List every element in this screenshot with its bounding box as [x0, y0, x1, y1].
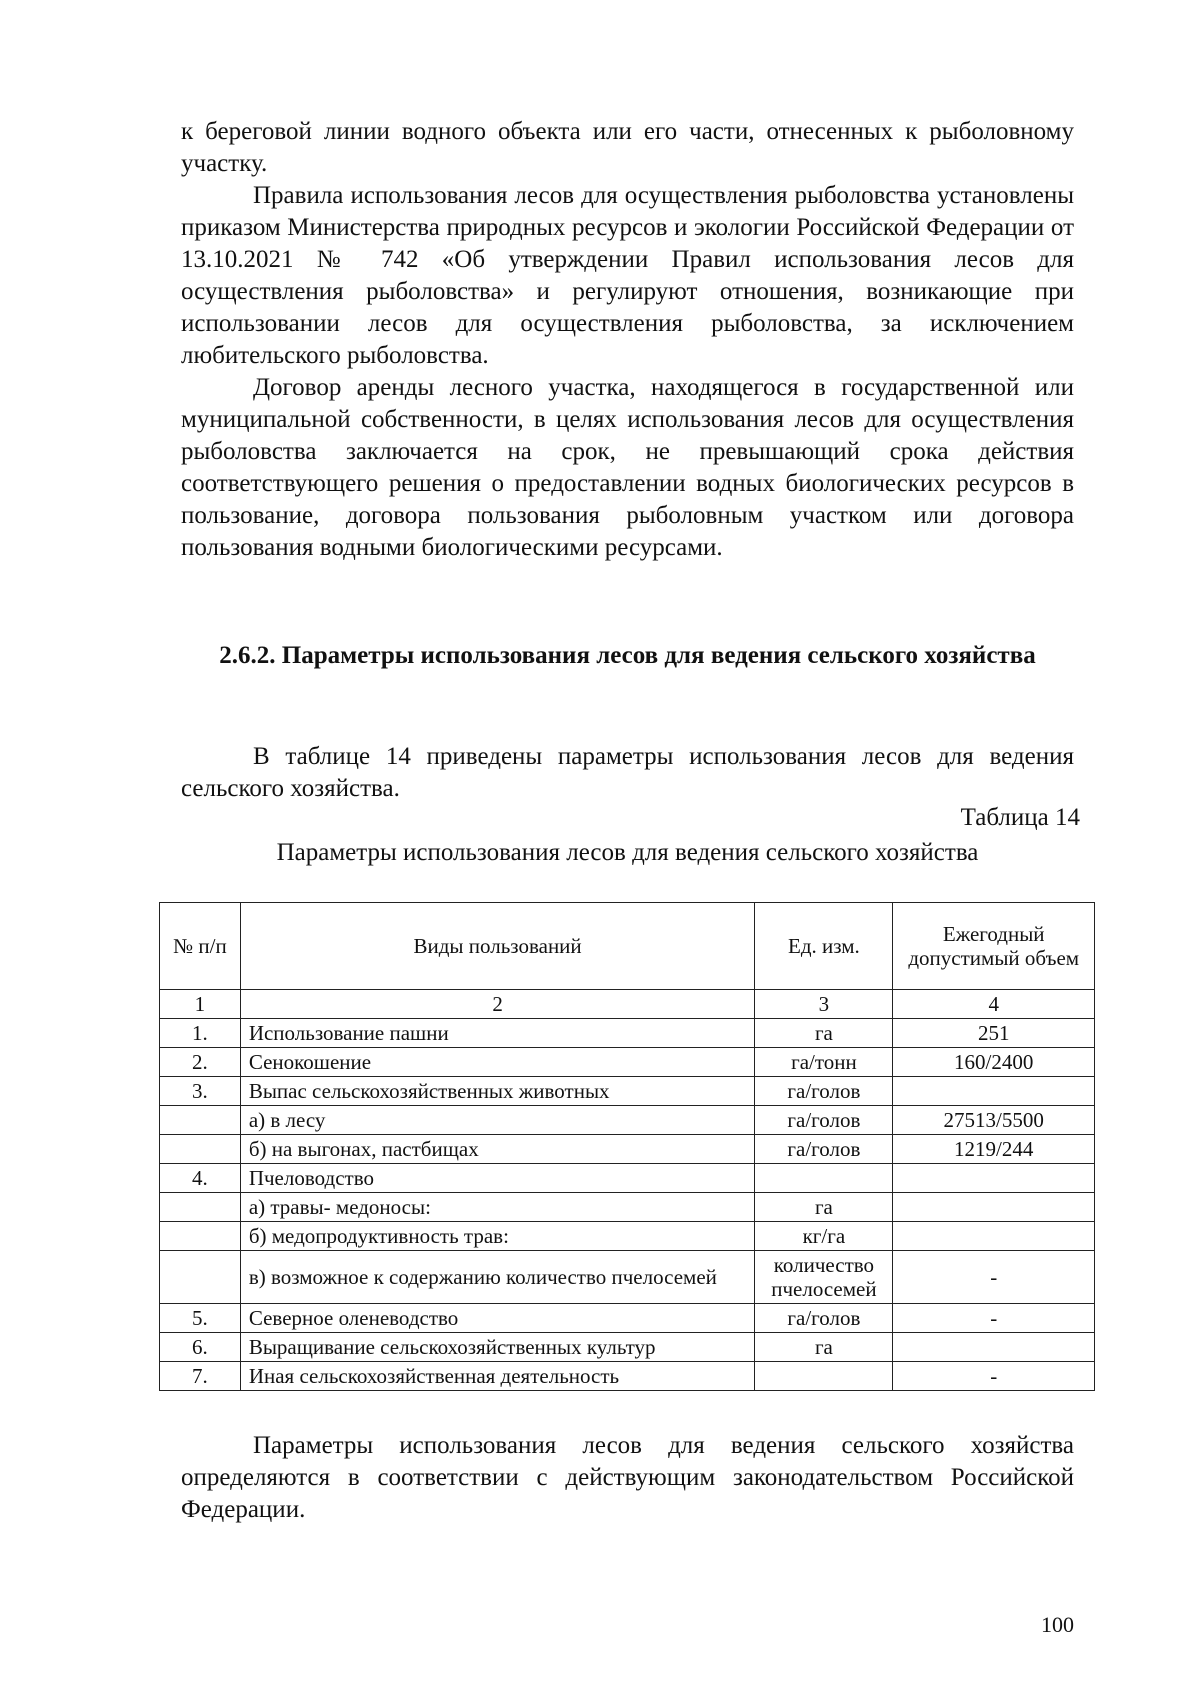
paragraph-fishing-rules: Правила использования лесов для осуществления рыболовства установлены приказом Министерства природных ресурсов и экологии Российской Федерации от 13.10.2021 № 742 «Об утверждении Правил использования лесов для осуществления рыболовства» и регулируют отношения, возникающие при использовании лесов для осуществления рыболовства, за исключением любительского рыболовства.: [181, 182, 1074, 369]
table-row: [160, 1362, 1095, 1391]
table-row: [160, 1048, 1095, 1077]
row-num: 2.: [160, 1048, 241, 1077]
table-caption: Параметры использования лесов для ведения сельского хозяйства: [276, 839, 979, 866]
row-unit: количество пчелосемей: [755, 1251, 893, 1304]
row-volume: 160/2400: [893, 1048, 1095, 1077]
row-num: 1.: [160, 1019, 241, 1048]
page-number: 100: [1041, 1612, 1074, 1637]
table-row: [160, 1333, 1095, 1362]
row-kind: Сенокошение: [240, 1048, 755, 1077]
row-unit: [755, 1362, 893, 1391]
row-unit: га/голов: [755, 1135, 893, 1164]
row-unit: га: [755, 1193, 893, 1222]
row-kind: Выращивание сельскохозяйственных культур: [240, 1333, 755, 1362]
section-number: 2.6.2.: [219, 642, 276, 669]
table-row: [160, 1135, 1095, 1164]
row-kind: б) на выгонах, пастбищах: [240, 1135, 755, 1164]
row-kind: в) возможное к содержанию количество пчелосемей: [240, 1251, 755, 1304]
agriculture-parameters-table: [159, 902, 1095, 1391]
row-volume: [893, 1164, 1095, 1193]
table-row: [160, 1019, 1095, 1048]
col-number: 2: [240, 990, 755, 1019]
row-unit: га: [755, 1019, 893, 1048]
row-unit: га/голов: [755, 1304, 893, 1333]
row-unit: [755, 1164, 893, 1193]
col-number: 1: [160, 990, 241, 1019]
row-volume: -: [893, 1304, 1095, 1333]
row-num: 5.: [160, 1304, 241, 1333]
table-row: [160, 1077, 1095, 1106]
row-kind: Выпас сельскохозяйственных животных: [240, 1077, 755, 1106]
row-unit: кг/га: [755, 1222, 893, 1251]
column-number-row: [160, 990, 1095, 1019]
row-num: [160, 1193, 241, 1222]
table-header-row: [160, 903, 1095, 990]
row-num: 6.: [160, 1333, 241, 1362]
row-volume: -: [893, 1251, 1095, 1304]
table-row: [160, 1106, 1095, 1135]
row-kind: Пчеловодство: [240, 1164, 755, 1193]
row-unit: га/голов: [755, 1077, 893, 1106]
header-volume: Ежегодный допустимый объем: [893, 903, 1095, 990]
paragraph-conclusion: Параметры использования лесов для ведения сельского хозяйства определяются в соответствии с действующим законодательством Российской Федерации.: [181, 1432, 1074, 1523]
row-num: [160, 1135, 241, 1164]
header-kind: Виды пользований: [240, 903, 755, 990]
row-num: [160, 1251, 241, 1304]
header-num: № п/п: [160, 903, 241, 990]
row-kind: Северное оленеводство: [240, 1304, 755, 1333]
table-row: [160, 1164, 1095, 1193]
section-heading: [181, 640, 1074, 672]
table-row: [160, 1222, 1095, 1251]
section-title: Параметры использования лесов для ведения сельского хозяйства: [281, 642, 1036, 669]
row-kind: а) травы- медоносы:: [240, 1193, 755, 1222]
table-row: [160, 1193, 1095, 1222]
row-volume: [893, 1193, 1095, 1222]
paragraph-table-intro: В таблице 14 приведены параметры использования лесов для ведения сельского хозяйства.: [181, 743, 1074, 802]
header-unit: Ед. изм.: [755, 903, 893, 990]
table-row: [160, 1251, 1095, 1304]
row-volume: [893, 1077, 1095, 1106]
table-row: [160, 1304, 1095, 1333]
paragraph-fishing-area: к береговой линии водного объекта или его части, отнесенных к рыболовному участку.: [181, 118, 1074, 177]
row-volume: [893, 1222, 1095, 1251]
row-volume: 1219/244: [893, 1135, 1095, 1164]
row-volume: 27513/5500: [893, 1106, 1095, 1135]
table-label: Таблица 14: [960, 804, 1080, 831]
row-num: 4.: [160, 1164, 241, 1193]
row-num: 7.: [160, 1362, 241, 1391]
col-number: 3: [755, 990, 893, 1019]
row-kind: Использование пашни: [240, 1019, 755, 1048]
paragraph-lease-contract: Договор аренды лесного участка, находящегося в государственной или муниципальной собственности, в целях использования лесов для осуществления рыболовства заключается на срок, не превышающий срока действия соответствующего решения о предоставлении водных биологических ресурсов в пользование, договора пользования рыболовным участком или договора пользования водными биологическими ресурсами.: [181, 374, 1074, 561]
row-volume: 251: [893, 1019, 1095, 1048]
row-num: 3.: [160, 1077, 241, 1106]
row-unit: га/тонн: [755, 1048, 893, 1077]
row-unit: га: [755, 1333, 893, 1362]
row-kind: а) в лесу: [240, 1106, 755, 1135]
row-volume: [893, 1333, 1095, 1362]
row-volume: -: [893, 1362, 1095, 1391]
col-number: 4: [893, 990, 1095, 1019]
row-kind: б) медопродуктивность трав:: [240, 1222, 755, 1251]
row-num: [160, 1106, 241, 1135]
row-kind: Иная сельскохозяйственная деятельность: [240, 1362, 755, 1391]
row-unit: га/голов: [755, 1106, 893, 1135]
row-num: [160, 1222, 241, 1251]
